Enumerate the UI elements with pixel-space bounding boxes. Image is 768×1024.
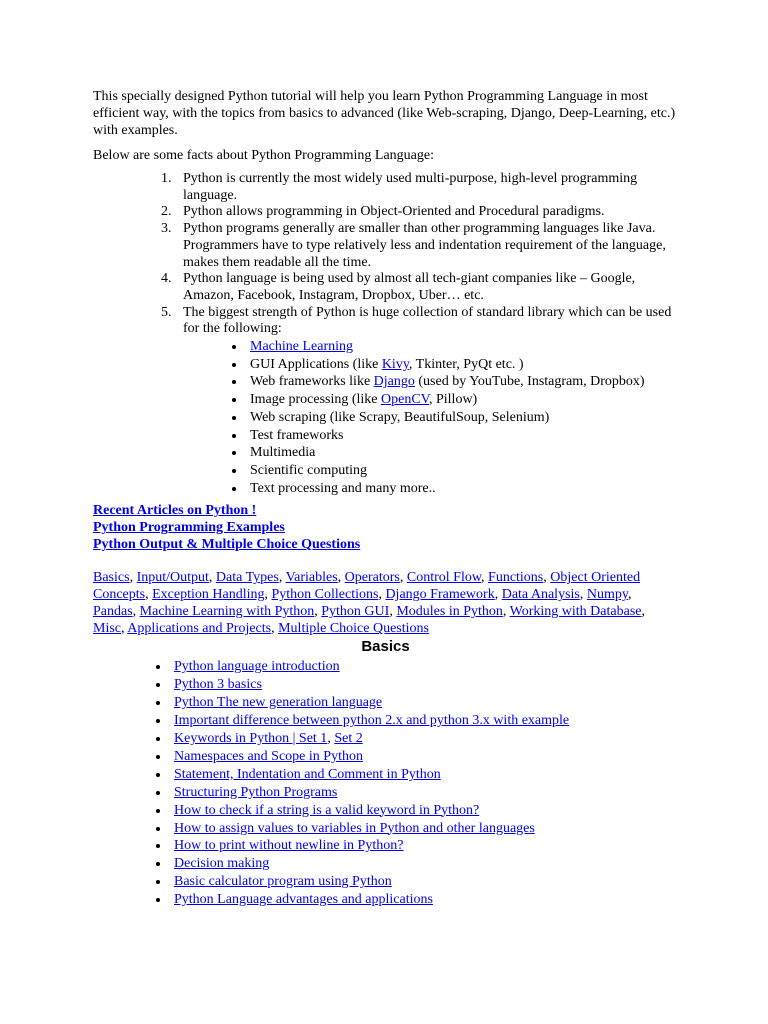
item-text: GUI Applications (like bbox=[250, 356, 382, 372]
list-item bbox=[246, 338, 678, 356]
document-body bbox=[93, 88, 678, 909]
fact-item: 4. Python language is being used by almost all tech-giant companies like – Google, Amazon, Facebook, Instagram, Dropbox, Uber… etc. bbox=[175, 271, 678, 304]
fact-text: The biggest strength of Python is huge collection of standard library which can be used for the following: bbox=[183, 304, 672, 337]
topic-link[interactable]: Exception Handling bbox=[152, 587, 265, 603]
list-item: • Test frameworks bbox=[246, 427, 678, 445]
list-item bbox=[170, 891, 678, 909]
list-item: • Text processing and many more.. bbox=[246, 480, 678, 498]
list-item bbox=[170, 837, 678, 855]
topic-link[interactable]: Python GUI bbox=[321, 604, 390, 620]
opencv-link[interactable]: OpenCV bbox=[381, 392, 429, 408]
list-item bbox=[246, 356, 678, 374]
list-item bbox=[170, 712, 678, 730]
article-link[interactable]: Important difference between python 2.x and python 3.x with example bbox=[174, 713, 570, 729]
fact-item bbox=[175, 305, 678, 498]
recent-articles-link[interactable]: Recent Articles on Python ! bbox=[93, 503, 257, 519]
intro-paragraph: This specially designed Python tutorial will help you learn Python Programming Language in most efficient way, with the topics from basics to advanced (like Web-scraping, Django, Deep-Learning, etc.) with examples. bbox=[93, 89, 676, 138]
list-item bbox=[246, 373, 678, 391]
topic-link[interactable]: Control Flow bbox=[406, 570, 482, 586]
list-item bbox=[170, 730, 678, 748]
item-text: (used by YouTube, Instagram, Dropbox) bbox=[414, 374, 645, 390]
library-uses-list bbox=[183, 338, 678, 497]
machine-learning-link[interactable]: Machine Learning bbox=[250, 339, 354, 355]
topic-link[interactable]: Basics bbox=[93, 570, 130, 586]
list-item bbox=[246, 391, 678, 409]
output-mcq-link[interactable]: Python Output & Multiple Choice Questions bbox=[93, 537, 361, 553]
facts-lead: Below are some facts about Python Programming Language: bbox=[93, 148, 434, 163]
topic-link[interactable]: Pandas bbox=[93, 604, 133, 620]
item-text: Web frameworks like bbox=[250, 374, 374, 390]
list-item bbox=[170, 766, 678, 784]
kivy-link[interactable]: Kivy bbox=[381, 356, 409, 372]
topic-link[interactable]: Data Types bbox=[215, 570, 279, 586]
topic-link[interactable]: Misc bbox=[93, 621, 121, 637]
topic-link[interactable]: Python Collections bbox=[271, 587, 379, 603]
topic-link[interactable]: Object Oriented Concepts bbox=[93, 570, 641, 603]
programming-examples-link[interactable]: Python Programming Examples bbox=[93, 520, 285, 536]
list-item bbox=[170, 694, 678, 712]
article-link[interactable]: Decision making bbox=[174, 856, 270, 872]
fact-item: 1. Python is currently the most widely used multi-purpose, high-level programming language. bbox=[175, 171, 678, 204]
list-item bbox=[170, 658, 678, 676]
topic-link[interactable]: Modules in Python bbox=[396, 604, 503, 620]
topic-link[interactable]: Input/Output bbox=[136, 570, 209, 586]
featured-links bbox=[93, 502, 678, 553]
list-item: • Web scraping (like Scrapy, BeautifulSoup, Selenium) bbox=[246, 409, 678, 427]
article-link[interactable]: Basic calculator program using Python bbox=[174, 874, 392, 890]
topic-links: Basics, Input/Output, Data Types, Variables, Operators, Control Flow, Functions, Object Oriented Concepts, Exception Handling, Python Collections, Django Framework, Data Analysis, Numpy, Pandas, Machine Learning with Python, Python GUI, Modules in Python, Working with Database, Misc, Applications and Projects, Multiple Choice Questions bbox=[93, 570, 645, 637]
article-link[interactable]: Keywords in Python | Set 1 bbox=[174, 730, 328, 746]
topic-link[interactable]: Django Framework bbox=[385, 587, 495, 603]
list-item bbox=[170, 784, 678, 802]
fact-item: 3. Python programs generally are smaller than other programming languages like Java. Programmers have to type relatively less and indentation requirement of the language, makes them readable all the time. bbox=[175, 221, 678, 271]
list-item bbox=[170, 676, 678, 694]
list-item bbox=[170, 748, 678, 766]
separator: , bbox=[327, 730, 335, 746]
topic-link[interactable]: Operators bbox=[344, 570, 400, 586]
item-text: Image processing (like bbox=[250, 392, 382, 408]
article-link[interactable]: Structuring Python Programs bbox=[174, 784, 338, 800]
topic-link[interactable]: Numpy bbox=[586, 587, 628, 603]
basics-heading: Basics bbox=[361, 638, 410, 656]
list-item bbox=[170, 855, 678, 873]
article-link[interactable]: How to assign values to variables in Python and other languages bbox=[174, 820, 535, 836]
item-text: , Tkinter, PyQt etc. ) bbox=[408, 356, 524, 372]
topic-link[interactable]: Machine Learning with Python bbox=[139, 604, 315, 620]
topic-link[interactable]: Multiple Choice Questions bbox=[278, 621, 429, 637]
list-item bbox=[170, 802, 678, 820]
article-link[interactable]: Python language introduction bbox=[174, 659, 340, 675]
list-item: • Multimedia bbox=[246, 444, 678, 462]
list-item bbox=[170, 820, 678, 838]
topic-link[interactable]: Variables bbox=[285, 570, 338, 586]
article-link[interactable]: Set 2 bbox=[334, 730, 363, 746]
article-link[interactable]: Python 3 basics bbox=[174, 677, 262, 693]
facts-list bbox=[93, 171, 678, 497]
topic-link[interactable]: Data Analysis bbox=[501, 587, 580, 603]
basics-list bbox=[93, 658, 678, 909]
list-item: • Scientific computing bbox=[246, 462, 678, 480]
fact-item: 2. Python allows programming in Object-Oriented and Procedural paradigms. bbox=[175, 204, 678, 221]
list-item bbox=[170, 873, 678, 891]
article-link[interactable]: Python Language advantages and applications bbox=[174, 892, 433, 908]
article-link[interactable]: Python The new generation language bbox=[174, 695, 383, 711]
topic-link[interactable]: Functions bbox=[488, 570, 544, 586]
topic-link[interactable]: Working with Database bbox=[509, 604, 642, 620]
article-link[interactable]: How to print without newline in Python? bbox=[174, 838, 404, 854]
article-link[interactable]: Namespaces and Scope in Python bbox=[174, 748, 363, 764]
topic-link[interactable]: Applications and Projects bbox=[127, 621, 272, 637]
article-link[interactable]: How to check if a string is a valid keyword in Python? bbox=[174, 802, 480, 818]
item-text: , Pillow) bbox=[428, 392, 478, 408]
django-link[interactable]: Django bbox=[373, 374, 415, 390]
article-link[interactable]: Statement, Indentation and Comment in Python bbox=[174, 766, 441, 782]
